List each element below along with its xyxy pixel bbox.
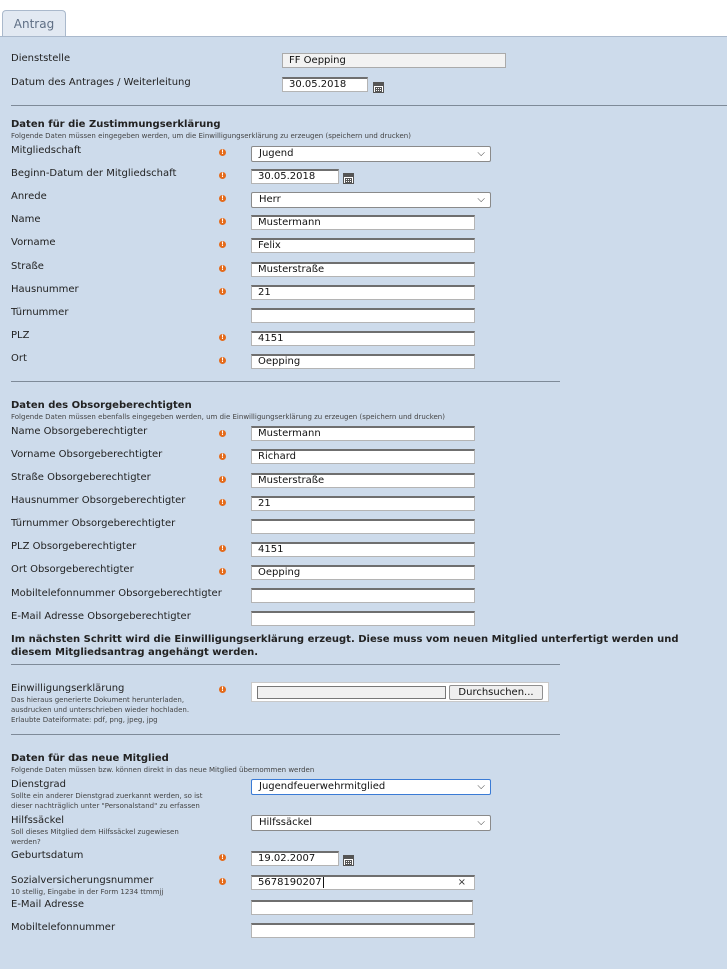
name-field[interactable]: Mustermann	[251, 215, 475, 230]
mobil-field[interactable]	[251, 923, 475, 938]
file-upload	[251, 682, 549, 702]
anrede-value: Herr	[259, 194, 281, 205]
einwilligung-hint-2: ausdrucken und unterschrieben wieder hochladen.	[11, 706, 190, 714]
datum-antrag-field[interactable]: 30.05.2018	[282, 77, 368, 92]
einwilligung-hint-3: Erlaubte Dateiformate: pdf, png, jpeg, jpg	[11, 716, 158, 724]
obsorge-name-field[interactable]: Mustermann	[251, 426, 475, 441]
obsorge-email-label: E-Mail Adresse Obsorgeberechtigter	[11, 611, 191, 622]
obsorge-name-label: Name Obsorgeberechtigter	[11, 426, 148, 437]
datum-antrag-label: Datum des Antrages / Weiterleitung	[11, 77, 191, 88]
strasse-label: Straße	[11, 261, 44, 272]
tuernummer-field[interactable]	[251, 308, 475, 323]
anrede-label: Anrede	[11, 191, 47, 202]
obsorge-plz-label: PLZ Obsorgeberechtigter	[11, 541, 137, 552]
divider	[11, 664, 560, 665]
email-label: E-Mail Adresse	[11, 899, 85, 910]
dienststelle-label: Dienststelle	[11, 53, 71, 64]
hilfssaeckel-hint-2: werden?	[11, 838, 41, 846]
strasse-field[interactable]: Musterstraße	[251, 262, 475, 277]
einwilligung-note: Im nächsten Schritt wird die Einwilligungserklärung erzeugt. Diese muss vom neuen Mitglied unterfertigt werden und diesem Mitgliedsantrag angehängt werden.	[11, 634, 679, 658]
required-icon: !	[219, 686, 226, 693]
tuernummer-label: Türnummer	[11, 307, 69, 318]
beginn-datum-field[interactable]: 30.05.2018	[251, 169, 339, 184]
hilfssaeckel-hint-1: Soll dieses Mitglied dem Hilfssäckel zugewiesen	[11, 828, 179, 836]
form-area	[0, 36, 727, 969]
calendar-icon[interactable]	[343, 855, 354, 866]
dienstgrad-hint-1: Sollte ein anderer Dienstgrad zuerkannt werden, so ist	[11, 792, 203, 800]
geburtsdatum-label: Geburtsdatum	[11, 850, 84, 861]
divider	[11, 105, 727, 106]
svnr-field[interactable]	[251, 875, 475, 890]
plz-label: PLZ	[11, 330, 30, 341]
tab-bar	[0, 0, 727, 36]
dienstgrad-hint-2: dieser nachträglich unter "Personalstand" zu erfassen	[11, 802, 200, 810]
hilfssaeckel-label: Hilfssäckel	[11, 815, 65, 826]
obsorge-hausnummer-label: Hausnummer Obsorgeberechtigter	[11, 495, 186, 506]
anrede-select[interactable]	[251, 192, 491, 208]
obsorge-ort-field[interactable]: Oepping	[251, 565, 475, 580]
mitgliedschaft-label: Mitgliedschaft	[11, 145, 82, 156]
dienstgrad-label: Dienstgrad	[11, 779, 67, 790]
mobil-label: Mobiltelefonnummer	[11, 922, 116, 933]
obsorge-strasse-field[interactable]: Musterstraße	[251, 473, 475, 488]
obsorge-strasse-label: Straße Obsorgeberechtigter	[11, 472, 151, 483]
obsorge-tuernummer-label: Türnummer Obsorgeberechtigter	[11, 518, 176, 529]
obsorge-title: Daten des Obsorgeberechtigten	[11, 400, 192, 411]
name-label: Name	[11, 214, 41, 225]
chevron-down-icon: ⌵	[477, 148, 485, 159]
required-icon: !	[219, 430, 226, 437]
required-icon: !	[219, 195, 226, 202]
einwilligung-hint-1: Das hieraus generierte Dokument herunterladen,	[11, 696, 185, 704]
dienststelle-field: FF Oepping	[282, 53, 506, 68]
obsorge-mobil-field[interactable]	[251, 588, 475, 603]
hausnummer-field[interactable]: 21	[251, 285, 475, 300]
tab-antrag[interactable]: Antrag	[2, 10, 66, 37]
hilfssaeckel-value: Hilfssäckel	[259, 817, 313, 828]
required-icon: !	[219, 357, 226, 364]
obsorge-email-field[interactable]	[251, 611, 475, 626]
obsorge-hausnummer-field[interactable]: 21	[251, 496, 475, 511]
svnr-hint: 10 stellig, Eingabe in der Form 1234 ttmmjj	[11, 888, 164, 896]
required-icon: !	[219, 545, 226, 552]
svnr-value: 5678190207	[258, 877, 322, 888]
beginn-label: Beginn-Datum der Mitgliedschaft	[11, 168, 177, 179]
required-icon: !	[219, 149, 226, 156]
required-icon: !	[219, 288, 226, 295]
text-cursor	[323, 877, 324, 888]
chevron-down-icon: ⌵	[477, 781, 485, 792]
obsorge-ort-label: Ort Obsorgeberechtigter	[11, 564, 134, 575]
browse-button[interactable]: Durchsuchen...	[449, 685, 543, 700]
vorname-field[interactable]: Felix	[251, 238, 475, 253]
obsorge-mobil-label: Mobiltelefonnummer Obsorgeberechtigter	[11, 588, 222, 599]
vorname-label: Vorname	[11, 237, 56, 248]
hausnummer-label: Hausnummer	[11, 284, 79, 295]
required-icon: !	[219, 172, 226, 179]
zustimmung-subtitle: Folgende Daten müssen eingegeben werden, um die Einwilligungserklärung zu erzeugen (speichern und drucken)	[11, 132, 411, 140]
plz-field[interactable]: 4151	[251, 331, 475, 346]
required-icon: !	[219, 334, 226, 341]
dienstgrad-value: Jugendfeuerwehrmitglied	[259, 781, 386, 792]
mitgliedschaft-value: Jugend	[259, 148, 294, 159]
required-icon: !	[219, 854, 226, 861]
chevron-down-icon: ⌵	[477, 817, 485, 828]
required-icon: !	[219, 241, 226, 248]
calendar-icon[interactable]	[343, 173, 354, 184]
mitglied-subtitle: Folgende Daten müssen bzw. können direkt in das neue Mitglied übernommen werden	[11, 766, 315, 774]
obsorge-subtitle: Folgende Daten müssen ebenfalls eingegeben werden, um die Einwilligungserklärung zu erzeugen (speichern und drucken)	[11, 413, 445, 421]
required-icon: !	[219, 499, 226, 506]
required-icon: !	[219, 453, 226, 460]
obsorge-vorname-label: Vorname Obsorgeberechtigter	[11, 449, 163, 460]
dienstgrad-select[interactable]	[251, 779, 491, 795]
geburtsdatum-field[interactable]: 19.02.2007	[251, 851, 339, 866]
divider	[11, 734, 560, 735]
mitglied-title: Daten für das neue Mitglied	[11, 753, 169, 764]
obsorge-plz-field[interactable]: 4151	[251, 542, 475, 557]
hilfssaeckel-select[interactable]	[251, 815, 491, 831]
ort-label: Ort	[11, 353, 27, 364]
chevron-down-icon: ⌵	[477, 194, 485, 205]
required-icon: !	[219, 878, 226, 885]
required-icon: !	[219, 265, 226, 272]
clear-icon[interactable]: ×	[457, 877, 466, 888]
obsorge-vorname-field[interactable]: Richard	[251, 449, 475, 464]
calendar-icon[interactable]	[373, 82, 384, 93]
zustimmung-title: Daten für die Zustimmungserklärung	[11, 119, 221, 130]
required-icon: !	[219, 568, 226, 575]
required-icon: !	[219, 218, 226, 225]
obsorge-tuernummer-field[interactable]	[251, 519, 475, 534]
ort-field[interactable]: Oepping	[251, 354, 475, 369]
einwilligung-label: Einwilligungserklärung	[11, 683, 125, 694]
divider	[11, 381, 560, 382]
required-icon: !	[219, 476, 226, 483]
mitgliedschaft-select[interactable]	[251, 146, 491, 162]
email-field[interactable]	[251, 900, 473, 915]
file-path-field[interactable]	[257, 686, 446, 699]
svnr-label: Sozialversicherungsnummer	[11, 875, 154, 886]
